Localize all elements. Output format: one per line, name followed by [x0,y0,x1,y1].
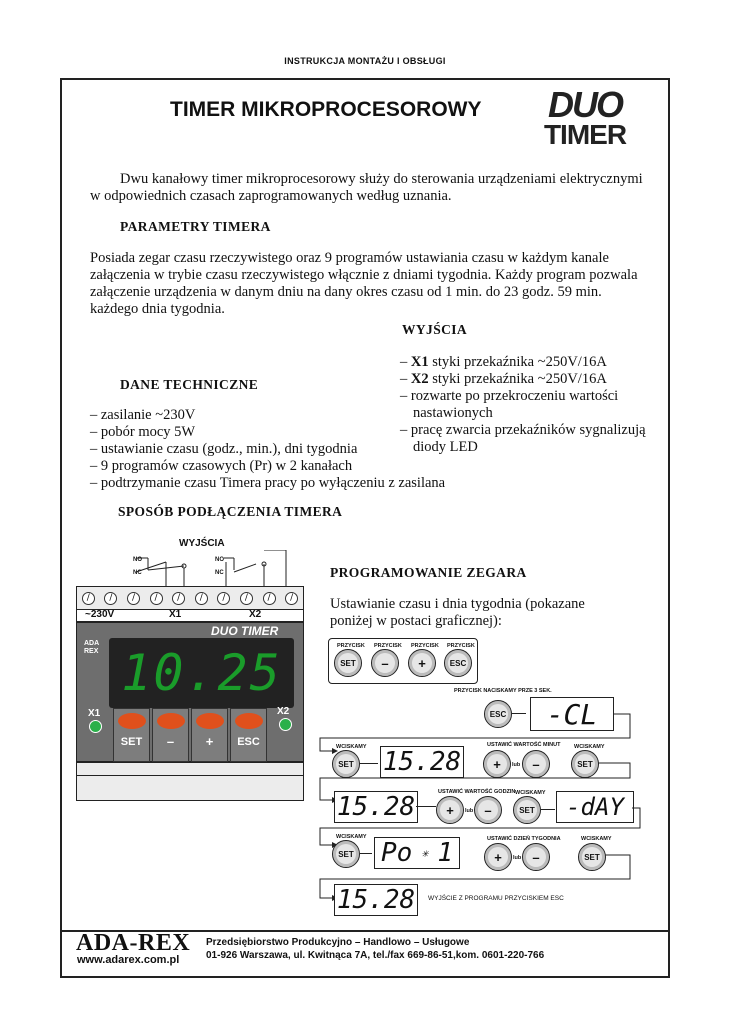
lub-label: lub [513,855,522,861]
terminal-x1-label: X1 [169,609,182,620]
set-day-label: USTAWIĆ DZIEŃ TYGODNIA [487,836,561,842]
button-cap [196,713,224,729]
nc-label-2: NC [215,570,224,576]
step2-plus-button: + [483,750,511,778]
terminal-screw-icon: / [195,592,208,605]
duo-timer-logo [540,84,630,150]
terminal-screw-icon: / [150,592,163,605]
device-button-plus-label: + [205,734,214,749]
wciskamy-label: WCISKAMY [515,790,546,796]
button-cap [118,713,146,729]
params-text: Posiada zegar czasu rzeczywistego oraz 9 programów ustawiania czasu w każdym kanale załączenia w trybie czasu rzeczywistego włącznie z dniami tygodnia. Każdy program pozwala załączenie urządzenia w danym dniu na dany okres czasu od 1 min. do 23 godz. 59 min. każdego dnia tygodnia. [90,250,638,317]
day-name-text: Po [381,838,413,868]
tech-item: – ustawianie czasu (godz., min.), dni tygodnia [90,441,358,457]
terminal-x2-label: X2 [249,609,262,620]
step2-minus-button: – [522,750,550,778]
tech-heading: DANE TECHNICZNE [120,377,259,392]
connection-heading: SPOSÓB PODŁĄCZENIA TIMERA [118,504,343,519]
blink-indicator-icon: ✳ [421,846,429,860]
page-title: TIMER MIKROPROCESOROWY [170,98,482,121]
legend-esc-button: ESC [444,649,472,677]
footer-url: www.adarex.com.pl [77,954,180,966]
device-base [76,762,304,801]
legend-caption: PRZYCISK [337,643,365,649]
step3-set-button: SET [513,796,541,824]
outputs-heading: WYJŚCIA [402,322,468,337]
terminal-screw-icon: / [285,592,298,605]
tech-list [90,407,470,492]
legend-plus-button: + [408,649,436,677]
terminal-screw-icon: / [240,592,253,605]
outputs-label: WYJŚCIA [179,538,225,549]
programming-heading: PROGRAMOWANIE ZEGARA [330,565,527,580]
programming-text: Ustawianie czasu i dnia tygodnia (pokazane poniżej w postaci graficznej): [330,596,585,629]
legend-minus-button: – [371,649,399,677]
step3-plus-button: + [436,796,464,824]
intro-text: Dwu kanałowy timer mikroprocesorowy służy do sterowania urządzeniami elektrycznymi w odpowiednich czasach zaprogramowanych według uznania. [90,171,643,204]
step2-set-button-2: SET [571,750,599,778]
wciskamy-label: WCISKAMY [581,836,612,842]
tech-item: – pobór mocy 5W [90,424,196,440]
terminal-labels [76,610,304,622]
exit-note: WYJŚCIE Z PROGRAMU PRZYCISKIEM ESC [428,895,564,902]
device-diagram [76,536,304,801]
legend-caption: PRZYCISK [411,643,439,649]
step3-day-display: -dAY [556,791,634,823]
tech-item: – 9 programów czasowych (Pr) w 2 kanałach [90,458,353,474]
step5-display: 15.28 [334,884,418,916]
terminal-block [76,586,304,610]
led-x1-label: X1 [88,708,101,719]
output-item-x2: – X2 styki przekaźnika ~250V/16A [400,371,607,387]
footer-company: Przedsiębiorstwo Produkcyjno – Handlowo – Usługowe [206,937,470,948]
device-button-minus[interactable] [152,708,189,762]
step4-set-button-2: SET [578,843,606,871]
step3-display: 15.28 [334,791,418,823]
footer-address: 01-926 Warszawa, ul. Kwitnąca 7A, tel./fax 669-86-51,kom. 0601-220-766 [206,950,545,961]
brand-small: ADA REX [84,640,99,655]
footer-brand: ADA-REX [76,930,191,956]
legend-caption: PRZYCISK [447,643,475,649]
no-label-2: NO [215,557,224,563]
step4-plus-button: + [484,843,512,871]
main-lcd-display: 10.25 [121,644,282,702]
terminal-screw-icon: / [172,592,185,605]
step4-minus-button: – [522,843,550,871]
set-minute-label: USTAWIĆ WARTOŚĆ MINUT [487,742,561,748]
step1-display: -CL [530,697,614,731]
button-cap [157,713,185,729]
lub-label: lub [465,808,474,814]
day-number-text: 1 [437,838,453,868]
terminal-screw-icon: / [263,592,276,605]
step2-display: 15.28 [380,746,464,778]
device-button-esc-label: ESC [237,736,260,748]
terminal-screw-icon: / [82,592,95,605]
step4-set-button: SET [332,840,360,868]
device-button-esc[interactable] [230,708,267,762]
no-label-1: NO [133,557,142,563]
led-x1 [89,720,102,733]
wciskamy-label: WCISKAMY [336,744,367,750]
legend-caption: PRZYCISK [374,643,402,649]
lub-label: lub [512,762,521,768]
header-label: INSTRUKCJA MONTAŻU I OBSŁUGI [284,56,446,66]
step3-minus-button: – [474,796,502,824]
device-button-plus[interactable] [191,708,228,762]
terminal-screw-icon: / [127,592,140,605]
terminal-screw-icon: / [217,592,230,605]
device-button-set-label: SET [120,736,143,748]
legend-set-button: SET [334,649,362,677]
nc-label-1: NC [133,570,142,576]
tech-item: – podtrzymanie czasu Timera pracy po wyłączeniu z zasilana [90,475,446,491]
button-cap [235,713,263,729]
output-item-x1: – X1 styki przekaźnika ~250V/16A [400,354,607,370]
set-hour-label: USTAWIĆ WARTOŚĆ GODZIN [438,789,516,795]
logo-line1: DUO [548,84,622,125]
logo-line2: TIMER [543,119,627,150]
terminal-screw-icon: / [104,592,117,605]
step1-note: PRZYCISK NACISKAMY PRZE 3 SEK. [454,688,552,694]
wciskamy-label: WCISKAMY [336,834,367,840]
step2-set-button: SET [332,750,360,778]
output-item-led: – pracę zwarcia przekaźników sygnalizują diody LED [400,422,646,455]
terminal-230v-label: ~230V [85,609,115,620]
params-heading: PARAMETRY TIMERA [120,219,271,234]
led-x2 [279,718,292,731]
device-button-set[interactable] [113,708,150,762]
output-item-open: – rozwarte po przekroczeniu wartości nastawionych [400,388,619,421]
flow-connector-3 [318,805,648,850]
tech-item: – zasilanie ~230V [90,407,196,423]
wciskamy-label: WCISKAMY [574,744,605,750]
step1-esc-button: ESC [484,700,512,728]
device-button-minus-label: – [166,734,175,749]
led-x2-label: X2 [277,706,290,717]
brand-panel: DUO TIMER [211,624,279,638]
relay-x2 [224,550,286,590]
